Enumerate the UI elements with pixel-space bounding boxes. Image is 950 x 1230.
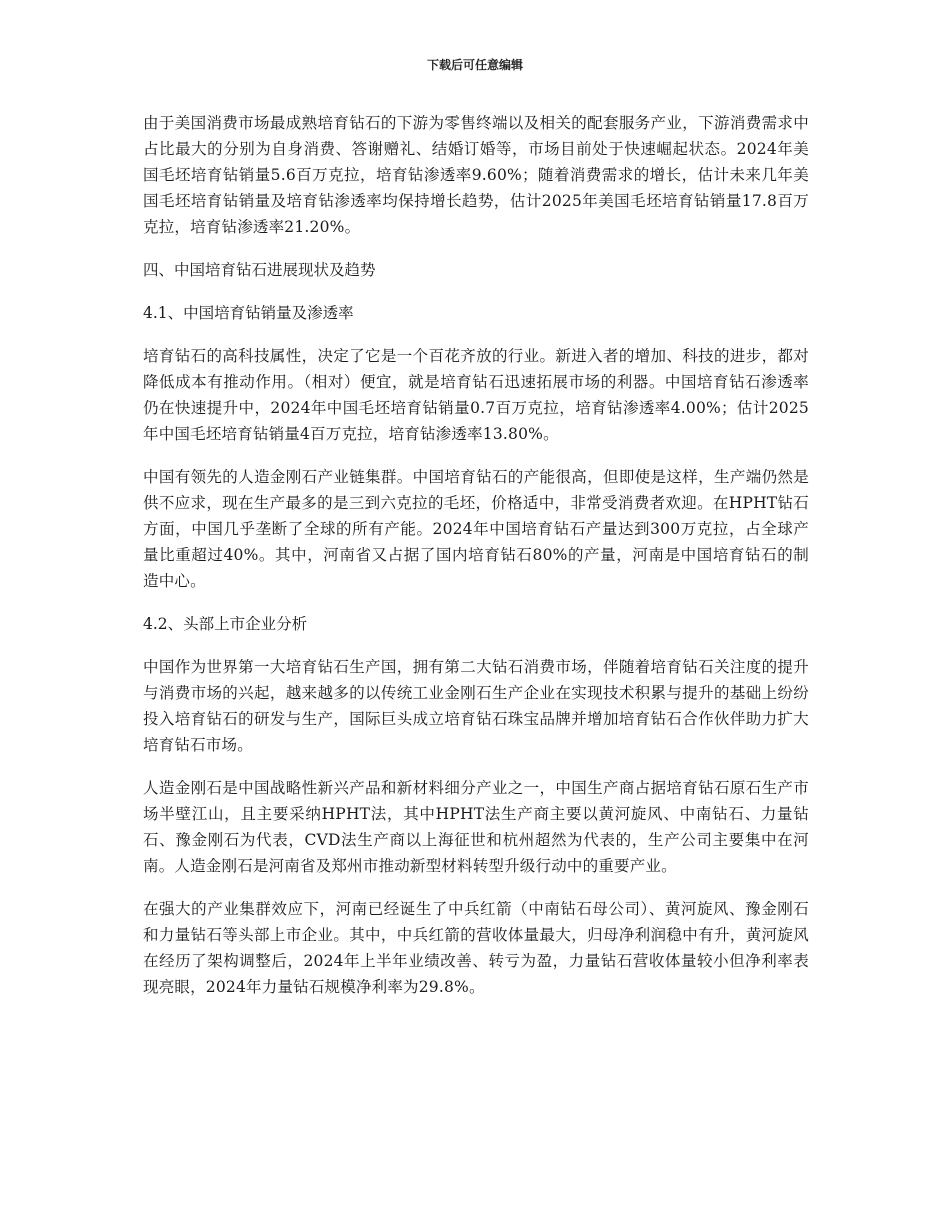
paragraph-china-producer: 中国作为世界第一大培育钻石生产国，拥有第二大钻石消费市场，伴随着培育钻石关注度的提升与消费市场的兴起，越来越多的以传统工业金刚石生产企业在实现技术积累与提升的基础上纷纷投入培育钻石的研发与生产，国际巨头成立培育钻石珠宝品牌并增加培育钻石合作伙伴助力扩大培育钻石市场。 xyxy=(143,658,809,754)
paragraph-china-industry-cluster: 中国有领先的人造金刚石产业链集群。中国培育钻石的产能很高，但即使是这样，生产端仍然是供不应求，现在生产最多的是三到六克拉的毛坯，价格适中，非常受消费者欢迎。在HPHT钻石方面，中国几乎垄断了全球的所有产能。2024年中国培育钻石产量达到300万克拉，占全球产量比重超过40%。其中，河南省又占据了国内培育钻石80%的产量，河南是中国培育钻石的制造中心。 xyxy=(143,468,809,590)
section-heading-4: 四、中国培育钻石进展现状及趋势 xyxy=(143,261,376,279)
paragraph-us-market: 由于美国消费市场最成熟培育钻石的下游为零售终端以及相关的配套服务产业，下游消费需求中占比最大的分别为自身消费、答谢赠礼、结婚订婚等，市场目前处于快速崛起状态。2024年美国毛坯培育钻销量5.6百万克拉，培育钻渗透率9.60%；随着消费需求的增长，估计未来几年美国毛坯培育钻销量及培育钻渗透率均保持增长趋势，估计2025年美国毛坯培育钻销量17.8百万克拉，培育钻渗透率21.20%。 xyxy=(143,114,809,236)
document-body xyxy=(143,110,809,1017)
paragraph-synthetic-diamond: 人造金刚石是中国战略性新兴产品和新材料细分产业之一，中国生产商占据培育钻石原石生产市场半壁江山，且主要采纳HPHT法，其中HPHT法生产商主要以黄河旋风、中南钻石、力量钻石、豫金刚石为代表，CVD法生产商以上海征世和杭州超然为代表的，生产公司主要集中在河南。人造金刚石是河南省及郑州市推动新型材料转型升级行动中的重要产业。 xyxy=(143,779,809,875)
subsection-heading-4-2: 4.2、头部上市企业分析 xyxy=(143,615,308,633)
subsection-heading-4-1: 4.1、中国培育钻销量及渗透率 xyxy=(143,304,354,322)
paragraph-listed-companies: 在强大的产业集群效应下，河南已经诞生了中兵红箭（中南钻石母公司）、黄河旋风、豫金刚石和力量钻石等头部上市企业。其中，中兵红箭的营收体量最大，归母净利润稳中有升，黄河旋风在经历了架构调整后，2024年上半年业绩改善、转亏为盈，力量钻石营收体量较小但净利率表现亮眼，2024年力量钻石规模净利率为29.8%。 xyxy=(143,900,809,996)
running-header: 下载后可任意编辑 xyxy=(426,58,523,72)
paragraph-china-penetration: 培育钻石的高科技属性，决定了它是一个百花齐放的行业。新进入者的增加、科技的进步，都对降低成本有推动作用。（相对）便宜，就是培育钻石迅速拓展市场的利器。中国培育钻石渗透率仍在快速提升中，2024年中国毛坯培育钻销量0.7百万克拉，培育钻渗透率4.00%；估计2025年中国毛坯培育钻销量4百万克拉，培育钻渗透率13.80%。 xyxy=(143,347,809,443)
